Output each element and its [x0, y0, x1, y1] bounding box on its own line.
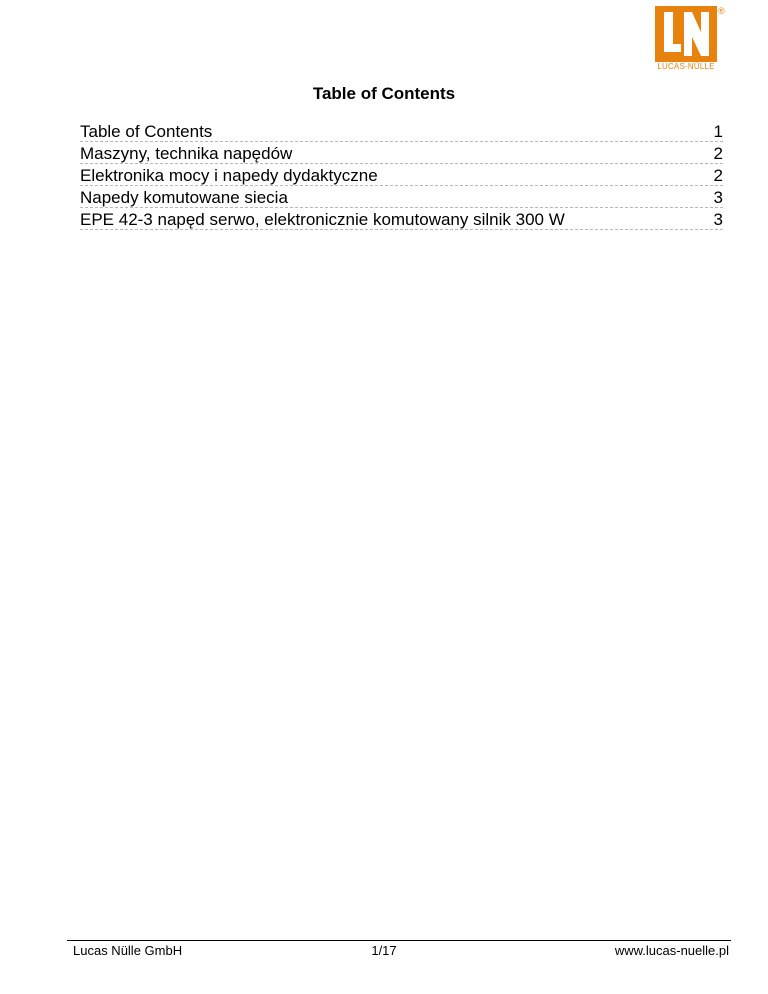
toc-entry-elektronika-mocy[interactable] — [80, 165, 723, 186]
toc-entry-maszyny[interactable] — [80, 143, 723, 164]
footer-company: Lucas Nülle GmbH — [73, 943, 183, 958]
registered-mark: ® — [718, 6, 725, 16]
toc-entry-title: Table of Contents — [80, 122, 213, 141]
toc-entry-page: 3 — [713, 210, 723, 229]
toc-entry-table-of-contents[interactable] — [80, 121, 723, 142]
toc-entry-page: 2 — [713, 166, 723, 185]
company-logo — [655, 6, 727, 74]
toc-entry-title: Elektronika mocy i napedy dydaktyczne — [80, 166, 378, 185]
toc-entry-page: 3 — [713, 188, 723, 207]
toc-entry-napedy-komutowane[interactable] — [80, 187, 723, 208]
page-title: Table of Contents — [312, 84, 456, 103]
toc-entry-title: Napedy komutowane siecia — [80, 188, 288, 207]
toc-entry-page: 1 — [713, 122, 723, 141]
ln-logo-icon — [655, 6, 717, 62]
toc-entry-epe-42-3[interactable] — [80, 209, 723, 230]
toc-entry-title: EPE 42-3 napęd serwo, elektronicznie komutowany silnik 300 W — [80, 210, 565, 229]
footer-website: www.lucas-nuelle.pl — [614, 943, 729, 958]
toc-entry-page: 2 — [713, 144, 723, 163]
toc-entry-title: Maszyny, technika napędów — [80, 144, 293, 163]
table-of-contents — [80, 121, 723, 230]
footer-page-number: 1/17 — [371, 943, 397, 958]
logo-caption: LUCAS-NÜLLE — [657, 62, 715, 71]
footer-divider — [67, 940, 731, 941]
